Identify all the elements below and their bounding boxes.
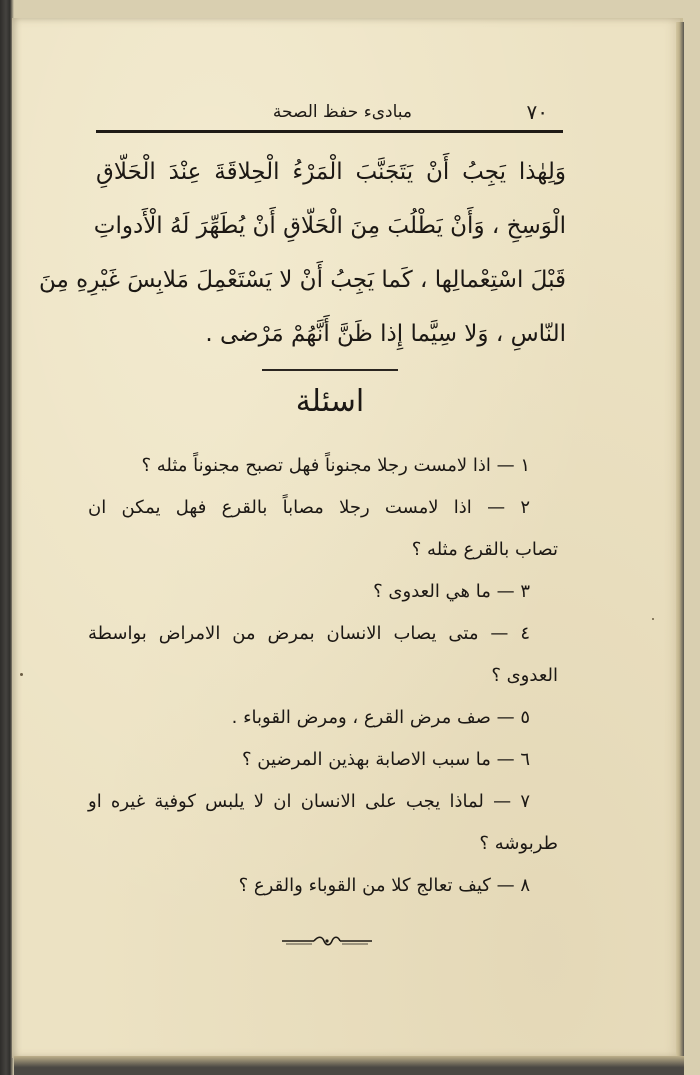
body-paragraph <box>39 145 566 361</box>
page-edge-bottom <box>14 1056 684 1075</box>
question-1: ١ — اذا لامست رجلا مجنوناً فهل تصبح مجنوناً مثله ؟ <box>141 455 530 476</box>
question-3: ٣ — ما هي العدوى ؟ <box>373 581 530 602</box>
page-header <box>96 98 562 130</box>
body-line: الْوَسِخِ ، وَأَنْ يَطْلُبَ مِنَ الْحَلّاقِ أَنْ يُطَهِّرَ لَهُ الْأَدواتِ <box>93 213 566 239</box>
question-7-continuation: طربوشه ؟ <box>479 833 558 854</box>
section-title: اسئلة <box>295 384 365 419</box>
questions-list <box>88 445 558 907</box>
question-2: ٢ — اذا لامست رجلا مصاباً بالقرع فهل يمكن ان <box>88 497 530 518</box>
header-rule <box>96 130 563 133</box>
running-title: مبادىء حفظ الصحة <box>272 102 412 122</box>
section-divider <box>262 369 398 371</box>
body-line: وَلِهٰذا يَجِبُ أَنْ يَتَجَنَّبَ الْمَرْءُ الْحِلاقَةَ عِنْدَ الْحَلّاقِ <box>96 159 566 185</box>
question-5: ٥ — صف مرض القرع ، ومرض القوباء . <box>231 707 530 728</box>
page-number: ٧٠ <box>526 100 548 124</box>
question-4-continuation: العدوى ؟ <box>491 665 558 686</box>
question-4: ٤ — متى يصاب الانسان بمرض من الامراض بواسطة <box>88 623 530 644</box>
body-line: النّاسِ ، وَلا سِيَّما إِذا ظَنَّ أَنَّهُمْ مَرْضى . <box>205 321 566 347</box>
body-line: قَبْلَ اسْتِعْمالِها ، كَما يَجِبُ أَنْ لا يَسْتَعْمِلَ مَلابِسَ غَيْرِهِ مِنَ <box>39 267 566 293</box>
question-2-continuation: تصاب بالقرع مثله ؟ <box>411 539 558 560</box>
page-edge-right <box>676 22 684 1056</box>
question-7: ٧ — لماذا يجب على الانسان ان لا يلبس كوفية غيره او <box>88 791 530 812</box>
paper-speck <box>20 673 23 676</box>
tailpiece-ornament <box>280 935 374 947</box>
question-6: ٦ — ما سبب الاصابة بهذين المرضين ؟ <box>242 749 530 770</box>
question-8: ٨ — كيف تعالج كلا من القوباء والقرع ؟ <box>238 875 530 896</box>
paper-speck <box>652 618 654 620</box>
